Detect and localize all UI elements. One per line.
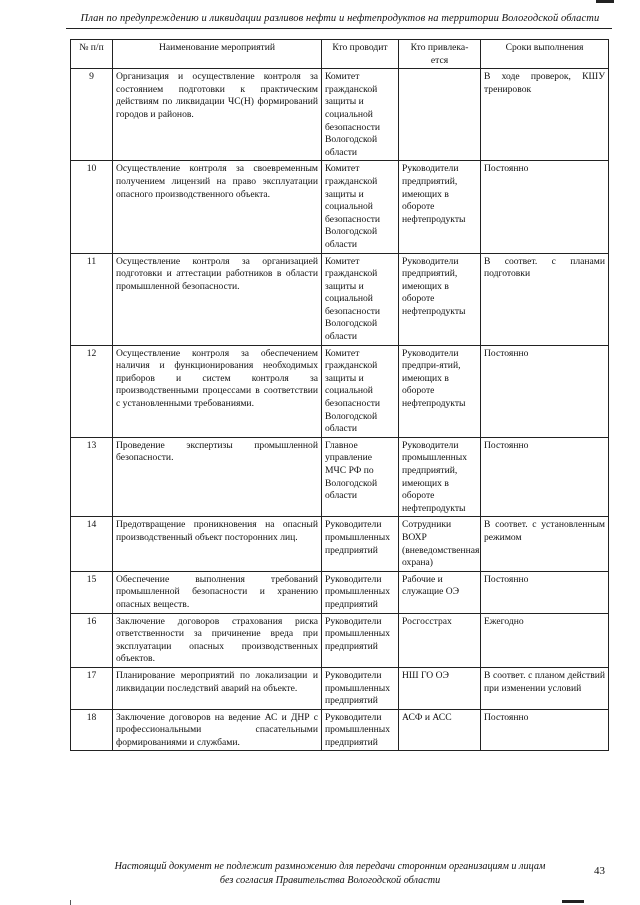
column-header-number: № п/п: [71, 40, 113, 69]
involved-cell: Руководители предприятий, имеющих в обороте нефтепродукты: [399, 161, 481, 253]
footer-line-1: Настоящий документ не подлежит размножению для передачи сторонним организациям и лицам: [114, 861, 546, 872]
activity-cell: Осуществление контроля за обеспечением наличия и функционирования необходимых приборов и систем контроля за производственными процессами в соответствии с установленными требованиями.: [113, 345, 322, 437]
involved-cell: Рабочие и служащие ОЭ: [399, 571, 481, 613]
header-rule: [66, 28, 612, 29]
involved-cell: Росгосстрах: [399, 613, 481, 667]
table-row: [71, 345, 609, 437]
responsible-cell: Комитет гражданской защиты и социальной безопасности Вологодской области: [322, 253, 399, 345]
table-row: [71, 667, 609, 709]
scan-mark-bottom: [562, 900, 584, 903]
activity-cell: Заключение договоров страхования риска ответственности за причинение вреда при эксплуатации опасных производственных объектов.: [113, 613, 322, 667]
row-number: 14: [71, 517, 113, 571]
period-cell: Постоянно: [481, 571, 609, 613]
activity-cell: Предотвращение проникновения на опасный производственный объект посторонних лиц.: [113, 517, 322, 571]
involved-cell: [399, 69, 481, 161]
table-row: [71, 613, 609, 667]
table-row: [71, 69, 609, 161]
period-cell: Постоянно: [481, 437, 609, 517]
involved-cell: НШ ГО ОЭ: [399, 667, 481, 709]
table-header-row: [71, 40, 609, 69]
activity-cell: Организация и осуществление контроля за состоянием подготовки к практическим действиям по ликвидации ЧС(Н) формирований городов и районов.: [113, 69, 322, 161]
responsible-cell: Комитет гражданской защиты и социальной безопасности Вологодской области: [322, 345, 399, 437]
responsible-cell: Комитет гражданской защиты и социальной безопасности Вологодской области: [322, 161, 399, 253]
column-header-who: Кто проводит: [322, 40, 399, 69]
scan-mark-top: [596, 0, 614, 3]
row-number: 11: [71, 253, 113, 345]
row-number: 16: [71, 613, 113, 667]
period-cell: Постоянно: [481, 345, 609, 437]
row-number: 15: [71, 571, 113, 613]
involved-cell: АСФ и АСС: [399, 709, 481, 751]
responsible-cell: Руководители промышленных предприятий: [322, 667, 399, 709]
page-header: План по предупреждению и ликвидации разливов нефти и нефтепродуктов на территории Вологодской области: [80, 13, 600, 24]
row-number: 13: [71, 437, 113, 517]
activity-cell: Планирование мероприятий по локализации и ликвидации последствий аварий на объекте.: [113, 667, 322, 709]
row-number: 9: [71, 69, 113, 161]
period-cell: Постоянно: [481, 161, 609, 253]
responsible-cell: Руководители промышленных предприятий: [322, 709, 399, 751]
activity-cell: Заключение договоров на ведение АС и ДНР с профессиональными спасательными формированиями и службами.: [113, 709, 322, 751]
activities-table: [70, 39, 609, 751]
table-row: [71, 709, 609, 751]
table-row: [71, 161, 609, 253]
table-row: [71, 571, 609, 613]
row-number: 10: [71, 161, 113, 253]
responsible-cell: Руководители промышленных предприятий: [322, 571, 399, 613]
responsible-cell: Руководители промышленных предприятий: [322, 517, 399, 571]
activity-cell: Осуществление контроля за организацией подготовки и аттестации работников в области промышленной безопасности.: [113, 253, 322, 345]
row-number: 17: [71, 667, 113, 709]
activity-cell: Осуществление контроля за своевременным получением лицензий на право эксплуатации опасного производственного объекта.: [113, 161, 322, 253]
row-number: 12: [71, 345, 113, 437]
page-footer: [90, 860, 570, 888]
row-number: 18: [71, 709, 113, 751]
period-cell: В соответ. с планом действий при изменении условий: [481, 667, 609, 709]
involved-cell: Сотрудники ВОХР (вневедомственная охрана): [399, 517, 481, 571]
responsible-cell: Руководители промышленных предприятий: [322, 613, 399, 667]
activity-cell: Проведение экспертизы промышленной безопасности.: [113, 437, 322, 517]
column-header-involved: Кто привлека- ется: [399, 40, 481, 69]
involved-cell: Руководители предприятий, имеющих в обороте нефтепродукты: [399, 253, 481, 345]
scan-mark-side: [70, 900, 71, 905]
column-header-period: Сроки выполнения: [481, 40, 609, 69]
period-cell: Ежегодно: [481, 613, 609, 667]
table-row: [71, 253, 609, 345]
table-row: [71, 517, 609, 571]
footer-line-2: без согласия Правительства Вологодской области: [219, 875, 441, 886]
period-cell: Постоянно: [481, 709, 609, 751]
table-row: [71, 437, 609, 517]
involved-cell: Руководители предпри-ятий, имеющих в обороте нефтепродукты: [399, 345, 481, 437]
period-cell: В соответ. с планами подготовки: [481, 253, 609, 345]
involved-cell: Руководители промышленных предприятий, имеющих в обороте нефтепродукты: [399, 437, 481, 517]
period-cell: В ходе проверок, КШУ тренировок: [481, 69, 609, 161]
responsible-cell: Главное управление МЧС РФ по Вологодской области: [322, 437, 399, 517]
activity-cell: Обеспечение выполнения требований промышленной безопасности и хранению опасных веществ.: [113, 571, 322, 613]
column-header-activity: Наименование мероприятий: [113, 40, 322, 69]
responsible-cell: Комитет гражданской защиты и социальной безопасности Вологодской области: [322, 69, 399, 161]
period-cell: В соответ. с установленным режимом: [481, 517, 609, 571]
page-number: 43: [594, 865, 605, 877]
